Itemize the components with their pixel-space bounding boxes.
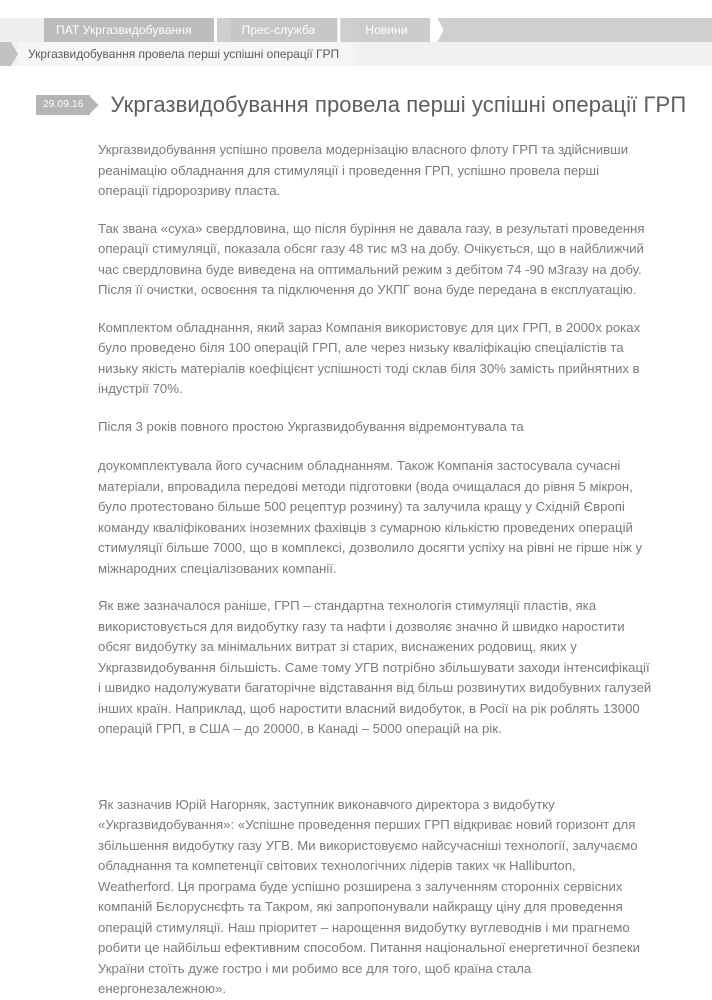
chevron-right-icon [0, 42, 18, 66]
breadcrumb-item-company[interactable] [44, 18, 214, 42]
breadcrumb-current-filler [359, 42, 712, 66]
breadcrumb-item-label: ПАТ Укргазвидобування [56, 23, 192, 37]
breadcrumb-current-row [0, 42, 712, 66]
breadcrumb-current-page [18, 42, 343, 66]
article-paragraph: Після 3 років повного простою Укргазвидобування відремонтувала та [98, 418, 524, 434]
breadcrumb-region [0, 0, 712, 66]
chevron-right-icon [214, 18, 230, 42]
article-body [0, 118, 712, 1000]
article-paragraph: Укргазвидобування успішно провела модернізацію власного флоту ГРП та здійснивши реанімацію обладнання для стимуляції і проведення ГРП, успішно провела перші операції гідророзриву пласта. [98, 142, 629, 198]
article-paragraph: доукомплектувала його сучасним обладнанням. Також Компанія застосувала сучасні матеріали, впровадила передові методи підготовки (вода очищалася до рівня 5 мікрон, було протестовано більше 500 рецептур розчину) та залучила кращу у Східній Європі команду кваліфікованих іноземних фахівців з сумарною кількістю проведених операцій стимуляції більше 7000, що в комплексі, дозволило досягти успіху на рівні не гірше ніж у міжнародних спеціалізованих компанії. [98, 458, 643, 576]
breadcrumb-item-press[interactable] [230, 18, 338, 42]
breadcrumb-item-label: Новини [365, 23, 408, 37]
article-paragraph: Як вже зазначалося раніше, ГРП – стандартна технологія стимуляції пластів, яка використовується для видобутку газу та нафти і дозволяє значно й швидко наростити обсяг видобутку за мінімальних витрат зі старих, виснажених родовищ, яких у Укргазвидобування більшість. Саме тому УГВ потрібно збільшувати заходи інтенсифікації і швидко надолужувати багаторічне відставання від більш розвинутих видобувних галузей інших країн. Наприклад, щоб наростити власний видобуток, в Росії на рік роблять 13000 операцій ГРП, в США – до 20000, в Канаді – 5000 операцій на рік. [98, 598, 652, 736]
date-badge: 29.09.16 [36, 95, 90, 115]
breadcrumb-current-label: Укргазвидобування провела перші успішні операції ГРП [28, 47, 340, 61]
article-paragraph: Так звана «суха» свердловина, що після буріння не давала газу, в результаті проведення операції стимуляції, показала обсяг газу 48 тис м3 на добу. Очікується, що в найближчий час свердловина буде виведена на оптимальний режим з дебітом 74 -90 м3газу на добу. Після її очистки, освоєння та підключення до УКПГ вона буде передана в експлуатацію. [98, 220, 645, 297]
chevron-right-icon [337, 18, 353, 42]
chevron-right-icon [343, 42, 359, 66]
breadcrumb-item-news[interactable] [353, 18, 429, 42]
article-paragraph-quote: Як зазначив Юрій Нагорняк, заступник виконавчого директора з видобутку «Укргазвидобування»: «Успішне проведення перших ГРП відкриває новий горизонт для збільшення видобутку газу УГВ. Ми використовуємо найсучасніші технології, залучаємо обладнання та компетенції світових технологічних лідерів таких чк Halliburton, Weatherford. Ця програма буде успішно розширена з залученням сторонніх сервісних компаній Бєлоруснєфть та Такром, які запропонували найкращу ціну для проведення операцій стимуляції. Наш пріоритет – нарощення видобутку вуглеводнів і ми прагнемо робити це найбільш ефективним способом. Питання національної енергетичної безпеки України стоїть дуже гостро і ми робимо все для того, щоб країна стала енергонезалежною». [98, 796, 641, 996]
article-date [36, 95, 99, 115]
breadcrumb-filler [446, 18, 712, 42]
article-header [0, 92, 712, 118]
page-title: Укргазвидобування провела перші успішні операції ГРП [110, 92, 687, 117]
chevron-right-icon [430, 18, 446, 42]
article-paragraph: Комплектом обладнання, який зараз Компанія використовує для цих ГРП, в 2000х роках було проведено біля 100 операцій ГРП, але через низьку кваліфікацію спеціалістів та низьку якість матеріалів коефіцієнт успішності тоді склав біля 30% замість прийнятних в індустрії 70%. [98, 319, 641, 396]
breadcrumb [0, 18, 712, 42]
arrow-right-icon [90, 96, 99, 114]
breadcrumb-lead-spacer [0, 18, 44, 42]
breadcrumb-item-label: Прес-служба [241, 23, 316, 37]
